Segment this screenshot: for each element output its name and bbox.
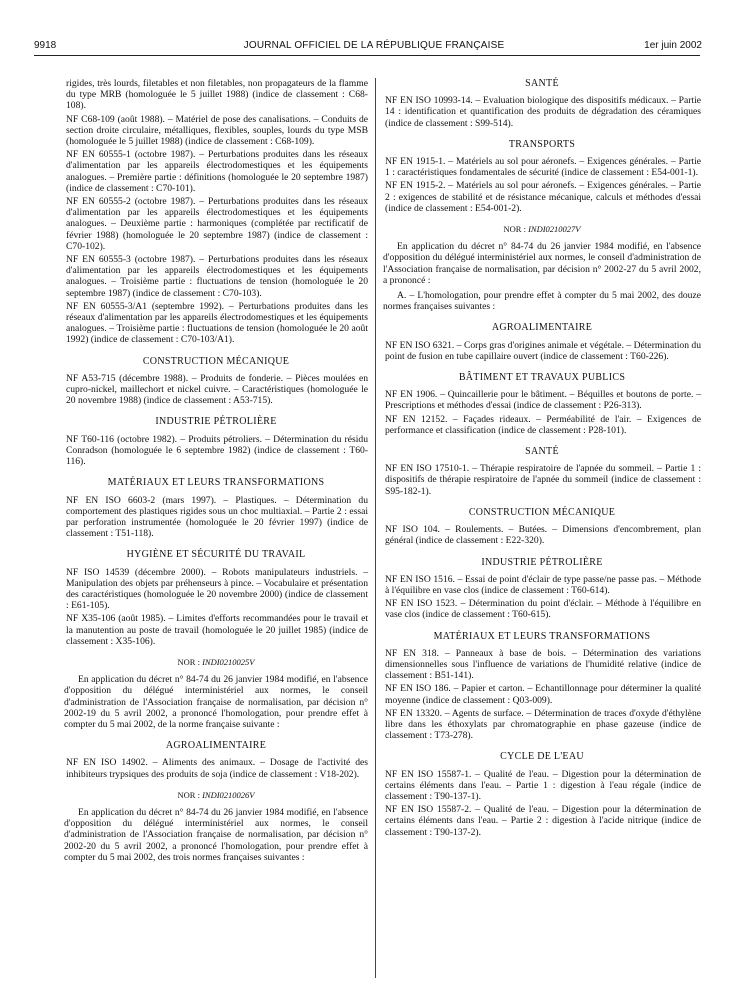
standard-entry: NF EN 12152. – Façades rideaux. – Perméabilité de l'air. – Exigences de performance et classification (indice de classement : P28-101). xyxy=(385,413,701,436)
decision-paragraph: A. – L'homologation, pour prendre effet à compter du 5 mai 2002, des douze normes françaises suivantes : xyxy=(383,290,701,313)
standard-entry: NF EN ISO 186. – Papier et carton. – Echantillonnage pour déterminer la qualité moyenne (indice de classement : Q03-009). xyxy=(385,683,701,706)
nor-code: INDI0210026V xyxy=(202,789,255,800)
nor-reference xyxy=(383,224,701,235)
standard-entry: NF EN 60555-2 (octobre 1987). – Perturbations produites dans les réseaux d'alimentation par les appareils électrodomestiques et les équipements analogues. – Deuxième partie : harmoniques (complétée par rectificatif de février 1988) (homologuée le 20 septembre 1987) (indice de classement : C70-102). xyxy=(66,196,368,252)
right-column xyxy=(383,78,701,840)
standard-entry: NF EN ISO 15587-1. – Qualité de l'eau. – Digestion pour la détermination de certains éléments dans l'eau. – Partie 1 : digestion à l'eau régale (indice de classement : T90-137-1). xyxy=(385,768,701,802)
section-heading: SANTÉ xyxy=(525,78,559,89)
nor-label: NOR : xyxy=(177,656,203,667)
standard-entry: NF ISO 14539 (décembre 2000). – Robots manipulateurs industriels. – Manipulation des objets par préhenseurs à pince. – Vocabulaire et présentation des caractéristiques (homologuée le 20 novembre 2000) (indice de classement : E61-105). xyxy=(66,566,368,612)
standards-list xyxy=(64,114,368,346)
standard-entry: NF X35-106 (août 1985). – Limites d'efforts recommandées pour le travail et la manutention au poste de travail (homologuée le 20 juillet 1985) (indice de classement : X35-106). xyxy=(66,613,368,647)
issue-date: 1er juin 2002 xyxy=(644,40,702,51)
nor-label: NOR : xyxy=(177,789,203,800)
section-heading: CONSTRUCTION MÉCANIQUE xyxy=(142,355,290,367)
section-heading: CONSTRUCTION MÉCANIQUE xyxy=(468,506,616,518)
standard-entry: NF EN 60555-3 (octobre 1987). – Perturbations produites dans les réseaux d'alimentation par les appareils électrodomestiques et les équipements analogues. – Troisième partie : fluctuations de tension (homologuée le 20 septembre 1987) (indice de classement : C70-103). xyxy=(66,254,368,299)
section-heading: INDUSTRIE PÉTROLIÈRE xyxy=(481,556,603,568)
section-heading: MATÉRIAUX ET LEURS TRANSFORMATIONS xyxy=(433,630,651,642)
standard-entry: NF EN 60555-3/A1 (septembre 1992). – Perturbations produites dans les réseaux d'alimentation par les appareils électrodomestiques et les équipements analogues. – Troisième partie : fluctuations de tension (homologuée le 20 août 1992) (indice de classement : C70-103/A1). xyxy=(66,300,368,346)
page-header xyxy=(0,0,748,51)
header-rule xyxy=(34,55,700,56)
section-heading: SANTÉ xyxy=(525,446,559,458)
standard-entry: NF EN ISO 6603-2 (mars 1997). – Plastiques. – Détermination du comportement des plastiques rigides sous un choc multiaxial. – Partie 2 : essai par perforation instrumentée (homologuée le 20 février 1997) (indice de classement : T51-118). xyxy=(66,494,368,540)
standard-entry: NF EN ISO 10993-14. – Evaluation biologique des dispositifs médicaux. – Partie 14 : identification et quantification des produits de dégradation des céramiques (indice de classement : S99-514). xyxy=(385,95,701,129)
section-heading: TRANSPORTS xyxy=(508,138,576,150)
nor-reference xyxy=(64,657,368,668)
standard-entry: NF T60-116 (octobre 1982). – Produits pétroliers. – Détermination du résidu Conradson (homologuée le 6 septembre 1982) (indice de classement : T60-116). xyxy=(66,433,368,468)
standard-entry: NF EN ISO 1523. – Détermination du point d'éclair. – Méthode à l'équilibre en vase clos (indice de classement : T60-615). xyxy=(385,598,701,621)
standard-entry: NF ISO 104. – Roulements. – Butées. – Dimensions d'encombrement, plan général (indice de classement : E22-320). xyxy=(385,524,701,547)
standard-entry: NF EN 1906. – Quincaillerie pour le bâtiment. – Béquilles et boutons de porte. – Prescriptions et méthodes d'essai (indice de classement : P26-313). xyxy=(385,389,701,412)
standard-entry: NF EN 1915-1. – Matériels au sol pour aéronefs. – Exigences générales. – Partie 1 : caractéristiques fondamentales de sécurité (indice de classement : E54-001-1). xyxy=(385,156,701,179)
standard-entry: NF C68-109 (août 1988). – Matériel de pose des canalisations. – Conduits de section droite circulaire, métalliques, flexibles, souples, lourds du type MSB (homologuée le 5 juillet 1988) (indice de classement : C68-109). xyxy=(66,113,368,148)
standard-entry: NF EN 13320. – Agents de surface. – Détermination de traces d'oxyde d'éthylène libre dans les éthoxylats par chromatographie en phase gazeuse (indice de classement : T73-278). xyxy=(385,707,701,742)
section-heading: BÂTIMENT ET TRAVAUX PUBLICS xyxy=(458,372,626,384)
journal-title: JOURNAL OFFICIEL DE LA RÉPUBLIQUE FRANÇAISE xyxy=(243,40,505,51)
page-number: 9918 xyxy=(34,40,57,51)
decision-paragraph: En application du décret n° 84-74 du 26 janvier 1984 modifié, en l'absence d'opposition du délégué interministériel aux normes, le conseil d'administration de l'Association française de normalisation, par décision n° 2002-19 du 5 avril 2002, a prononcé l'homologation, pour prendre effet à compter du 5 mai 2002, de la norme française suivante : xyxy=(64,674,368,730)
continued-entry: rigides, très lourds, filetables et non filetables, non propagateurs de la flamme du type MRB (homologuée le 5 juillet 1988) (indice de classement : C68-108). xyxy=(66,78,368,112)
section-heading: CYCLE DE L'EAU xyxy=(500,751,584,763)
standard-entry: NF EN ISO 6321. – Corps gras d'origines animale et végétale. – Détermination du point de fusion en tube capillaire ouvert (indice de classement : T60-226). xyxy=(385,339,701,362)
decision-paragraph: En application du décret n° 84-74 du 26 janvier 1984 modifié, en l'absence d'opposition du délégué interministériel aux normes, le conseil d'administration de l'Association française de normalisation, par décision n° 2002-27 du 5 avril 2002, a prononcé : xyxy=(383,241,701,286)
column-divider xyxy=(375,78,376,978)
section-heading: HYGIÈNE ET SÉCURITÉ DU TRAVAIL xyxy=(126,549,306,561)
section-heading: INDUSTRIE PÉTROLIÈRE xyxy=(155,416,277,428)
standard-entry: NF EN 318. – Panneaux à base de bois. – Détermination des variations dimensionnelles sous l'influence de variations de l'humidité relative (indice de classement : B51-141). xyxy=(385,647,701,682)
nor-label: NOR : xyxy=(503,224,529,235)
standard-entry: NF EN ISO 14902. – Aliments des animaux. – Dosage de l'activité des inhibiteurs trypsiques des produits de soja (indice de classement : V18-202). xyxy=(66,757,368,780)
standard-entry: NF EN 60555-1 (octobre 1987). – Perturbations produites dans les réseaux d'alimentation par les appareils électrodomestiques et les équipements analogues. – Première partie : définitions (homologuée le 20 septembre 1987) (indice de classement : C70-101). xyxy=(66,149,368,194)
standard-entry: NF A53-715 (décembre 1988). – Produits de fonderie. – Pièces moulées en cupro-nickel, maillechort et nickel cuivre. – Caractéristiques (homologuée le 20 novembre 1988) (indice de classement : A53-715). xyxy=(66,372,368,407)
standard-entry: NF EN ISO 1516. – Essai de point d'éclair de type passe/ne passe pas. – Méthode à l'équilibre en vase clos (indice de classement : T60-614). xyxy=(385,573,701,596)
standard-entry: NF EN 1915-2. – Matériels au sol pour aéronefs. – Exigences générales. – Partie 2 : exigences de stabilité et de résistance mécanique, calculs et méthodes d'essai (indice de classement : E54-001-2). xyxy=(385,180,701,214)
nor-code: INDI0210027V xyxy=(528,224,581,235)
left-column xyxy=(64,78,368,867)
standard-entry: NF EN ISO 17510-1. – Thérapie respiratoire de l'apnée du sommeil. – Partie 1 : dispositifs de thérapie respiratoire de l'apnée du sommeil (indice de classement : S95-182-1). xyxy=(385,463,701,497)
decision-paragraph: En application du décret n° 84-74 du 26 janvier 1984 modifié, en l'absence d'opposition du délégué interministériel aux normes, le conseil d'administration de l'Association française de normalisation, par décision n° 2002-20 du 5 avril 2002, a prononcé l'homologation, pour prendre effet à compter du 5 mai 2002, des trois normes françaises suivantes : xyxy=(64,806,368,863)
section-heading: AGROALIMENTAIRE xyxy=(165,740,267,752)
nor-code: INDI0210025V xyxy=(202,656,255,667)
section-heading: AGROALIMENTAIRE xyxy=(491,322,593,334)
standard-entry: NF EN ISO 15587-2. – Qualité de l'eau. – Digestion pour la détermination de certains éléments dans l'eau. – Partie 2 : digestion à l'acide nitrique (indice de classement : T90-137-2). xyxy=(385,804,701,838)
nor-reference xyxy=(64,790,368,801)
section-heading: MATÉRIAUX ET LEURS TRANSFORMATIONS xyxy=(107,477,325,489)
